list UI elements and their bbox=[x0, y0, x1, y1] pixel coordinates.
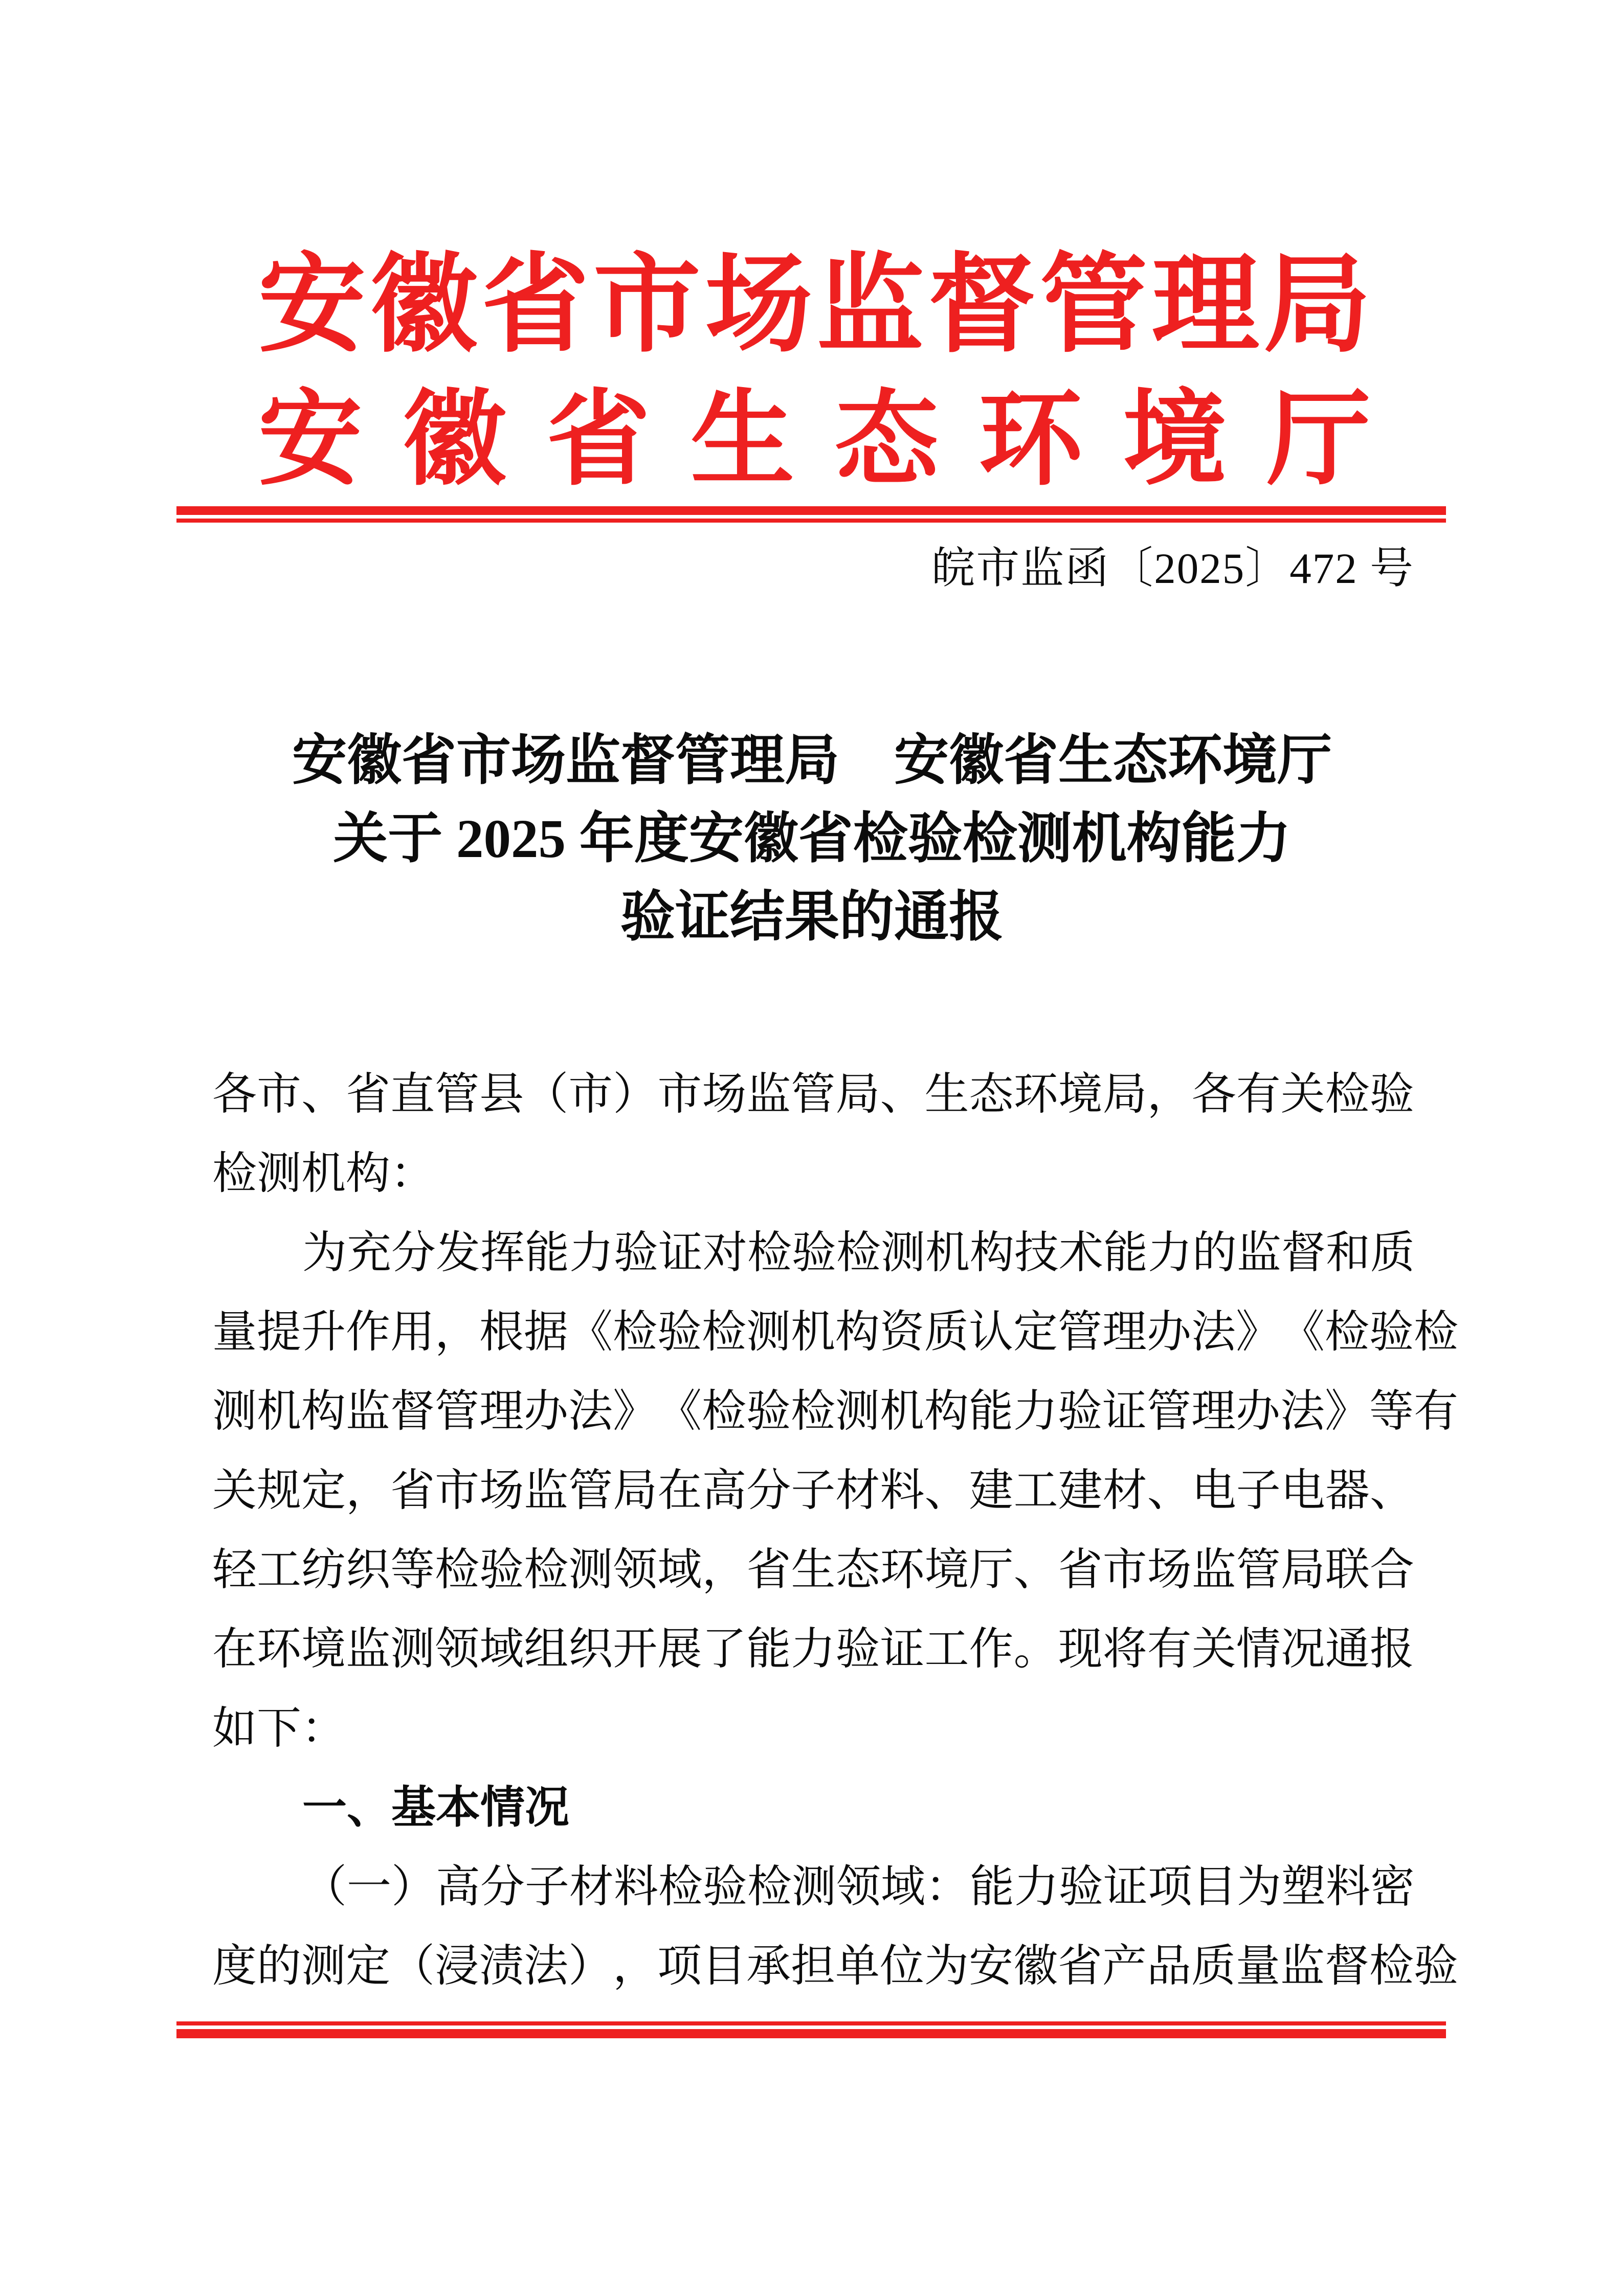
body-line-paragraph: 为 充 分 发 挥 能 力 验 证 对 检 验 检 测 机 构 技 术 能 力 的 监 督 和 质 bbox=[302, 1228, 1415, 1277]
body-text bbox=[212, 1054, 1458, 2006]
red-divider-bottom-thin bbox=[176, 2021, 1446, 2025]
body-line-paragraph: （ 一 ） 高 分 子 材 料 检 验 检 测 领 域 ： 能 力 验 证 项 目 为 塑 料 密 bbox=[302, 1862, 1415, 1911]
doc-title-line-2: 关于 2025 年度安徽省检验检测机构能力 bbox=[333, 809, 1291, 869]
body-line-paragraph: 度 的 测 定 （ 浸 渍 法 ） ， 项 目 承 担 单 位 为 安 徽 省 产 品 质 量 监 督 检 验 bbox=[212, 1941, 1458, 1991]
body-line-paragraph-end: 如下： bbox=[212, 1703, 346, 1753]
agency-header-line-1: 安 徽 省 市 场 监 督 管 理 局 bbox=[258, 246, 1371, 365]
body-line-paragraph: 关 规 定 ， 省 市 场 监 管 局 在 高 分 子 材 料 、 建 工 建 材 、 电 子 电 器 、 bbox=[212, 1466, 1414, 1515]
body-line-paragraph: 量 提 升 作 用 ， 根 据 《 检 验 检 测 机 构 资 质 认 定 管 理 办 法 》 《 检 验 检 bbox=[212, 1307, 1458, 1357]
doc-title-line-3: 验证结果的通报 bbox=[620, 887, 1004, 948]
doc-number: 皖市监函〔2025〕472 号 bbox=[931, 545, 1414, 593]
body-line-salutation-1: 各 市 、 省 直 管 县 （ 市 ） 市 场 监 管 局 、 生 态 环 境 局 ， 各 有 关 检 验 bbox=[212, 1069, 1414, 1119]
red-divider-top-thin bbox=[176, 519, 1446, 523]
doc-title-line-1: 安徽省市场监督管理局 安徽省生态环境厅 bbox=[292, 731, 1332, 791]
body-line-paragraph: 在 环 境 监 测 领 域 组 织 开 展 了 能 力 验 证 工 作 。 现 将 有 关 情 况 通 报 bbox=[212, 1624, 1414, 1674]
agency-header-line-2: 安 徽 省 生 态 环 境 厅 bbox=[258, 382, 1371, 498]
section-heading-basic-info: 一、基本情况 bbox=[302, 1783, 569, 1832]
red-divider-top-thick bbox=[176, 506, 1446, 515]
body-line-paragraph: 轻 工 纺 织 等 检 验 检 测 领 域 ， 省 生 态 环 境 厅 、 省 市 场 监 管 局 联 合 bbox=[212, 1545, 1414, 1594]
body-line-salutation-2: 检测机构： bbox=[212, 1149, 435, 1198]
red-divider-bottom-thick bbox=[176, 2029, 1446, 2038]
doc-title bbox=[0, 722, 1624, 957]
body-line-paragraph: 测 机 构 监 督 管 理 办 法 》 《 检 验 检 测 机 构 能 力 验 证 管 理 办 法 》 等 有 bbox=[212, 1386, 1458, 1436]
